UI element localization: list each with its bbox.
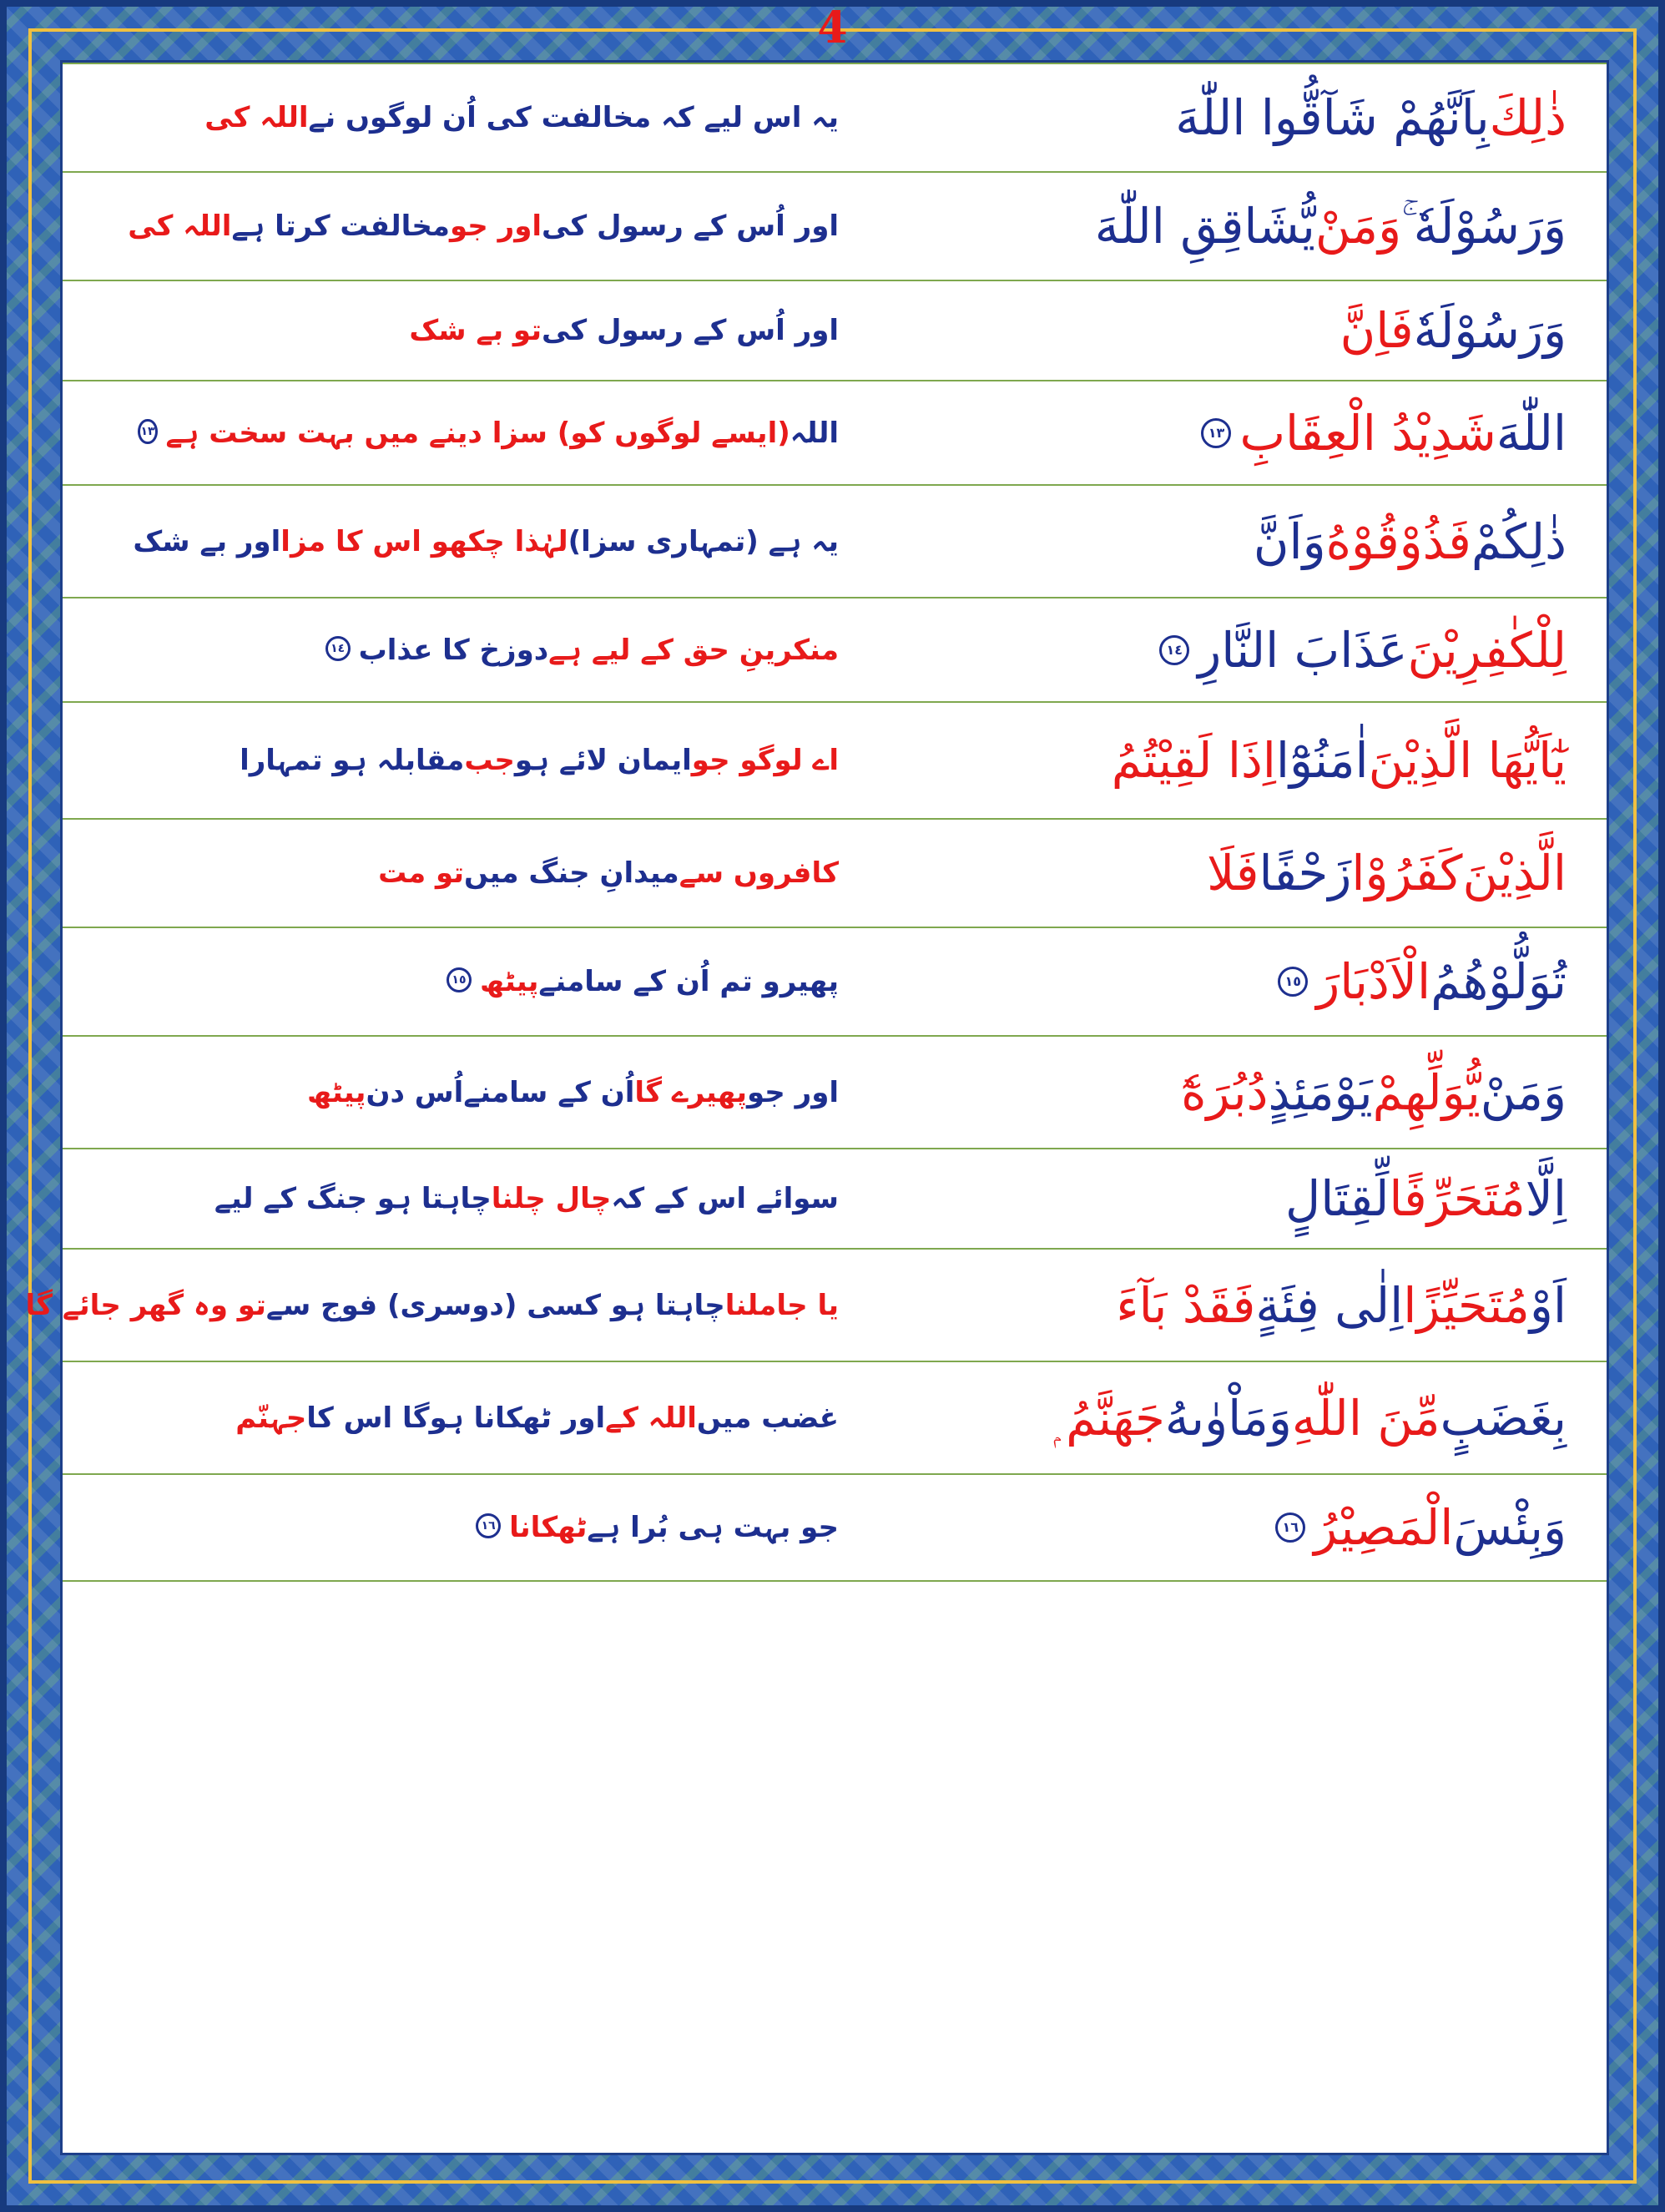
arabic-segment: اِذَا لَقِيْتُمُ <box>1111 732 1276 789</box>
urdu-segment: اور جو <box>746 1075 839 1109</box>
urdu-segment: پھیرے گا <box>634 1075 747 1109</box>
urdu-translation-text <box>188 1037 839 1148</box>
arabic-verse-text <box>1181 1037 1567 1148</box>
arabic-segment: الْمَصِيْرُ <box>1314 1499 1454 1556</box>
arabic-segment: وَاَنَّ <box>1253 513 1326 570</box>
urdu-translation-text <box>188 1475 839 1580</box>
ayah-number-marker: ١٤ <box>1159 635 1189 665</box>
urdu-segment: لہٰذا چکھو اس کا مزا <box>280 524 568 558</box>
urdu-segment: دوزخ کا عذاب <box>358 633 549 667</box>
arabic-segment: اَوْ <box>1529 1276 1567 1334</box>
urdu-segment: مقابلہ ہو تمہارا <box>240 744 465 777</box>
arabic-segment: اللّٰهَ <box>1496 404 1567 462</box>
urdu-segment: اور اُس کے رسول کی <box>542 210 839 243</box>
ayah-number-marker: ١٦ <box>1275 1513 1305 1543</box>
arabic-segment: مُتَحَيِّزًا <box>1403 1276 1530 1334</box>
urdu-segment: اے لوگو جو <box>691 744 839 777</box>
arabic-verse-text <box>1095 173 1567 280</box>
urdu-segment: یا جاملنا <box>724 1288 839 1322</box>
translation-row <box>63 1473 1607 1582</box>
urdu-translation-text <box>188 703 839 818</box>
ayah-number-marker: ١٣ <box>1201 418 1231 448</box>
urdu-translation-text <box>128 173 839 280</box>
arabic-segment: وَمَاْوٰىهُ <box>1164 1389 1292 1447</box>
arabic-segment: بِاَنَّهُمْ شَآقُّوا اللّٰهَ <box>1175 89 1490 146</box>
arabic-segment: وَمَنْ <box>1480 1063 1567 1121</box>
arabic-verse-text <box>1054 1362 1567 1473</box>
urdu-segment: پیٹھ <box>479 965 539 998</box>
translation-row <box>63 280 1607 380</box>
urdu-ayah-number-marker: ١٤ <box>325 636 351 661</box>
translation-row <box>63 484 1607 597</box>
arabic-segment: فَذُوْقُوْهُ <box>1325 513 1471 570</box>
arabic-segment: عَذَابَ النَّارِ <box>1198 621 1408 679</box>
urdu-segment: اور جو <box>449 210 542 243</box>
arabic-segment: وَرَسُوْلَهٗ ۚ <box>1401 198 1567 255</box>
arabic-segment: فَقَدْ بَآءَ <box>1116 1276 1256 1334</box>
arabic-segment: كَفَرُوْا <box>1351 845 1463 901</box>
urdu-segment: چاہتا ہو جنگ کے لیے <box>214 1182 492 1215</box>
arabic-segment: وَرَسُوْلَهٗ <box>1413 302 1567 359</box>
arabic-segment: الَّذِيْنَ <box>1462 845 1567 901</box>
urdu-segment: یہ اس لیے کہ مخالفت کی اُن لوگوں نے <box>308 101 839 134</box>
urdu-segment: کافروں سے <box>679 856 839 890</box>
urdu-translation-text <box>140 381 839 484</box>
urdu-segment: منکرینِ حق کے لیے ہے <box>548 633 839 667</box>
urdu-segment: اُس دن <box>366 1075 464 1109</box>
arabic-verse-text <box>1193 381 1567 484</box>
translation-row <box>63 380 1607 484</box>
urdu-segment: اللہ کے <box>605 1401 697 1435</box>
arabic-segment: اِلَّا <box>1525 1170 1567 1227</box>
arabic-segment: فَلَا <box>1207 845 1259 901</box>
translation-row <box>63 701 1607 818</box>
arabic-segment: دُبُرَهٗٓ <box>1181 1063 1269 1121</box>
translation-row <box>63 1035 1607 1148</box>
arabic-segment: مِّنَ اللّٰهِ <box>1291 1389 1440 1447</box>
translation-row <box>63 927 1607 1035</box>
arabic-segment: وَمَنْ <box>1314 198 1402 255</box>
urdu-segment: اللہ کی <box>204 101 309 134</box>
translation-row <box>63 171 1607 280</box>
arabic-verse-text <box>1116 1250 1567 1361</box>
arabic-segment: يُّشَاقِقِ اللّٰهَ <box>1094 198 1315 255</box>
urdu-segment: تو مت <box>378 856 465 890</box>
arabic-verse-text <box>1112 703 1567 818</box>
arabic-segment: مُتَحَرِّفًا <box>1389 1170 1526 1227</box>
arabic-segment: اٰمَنُوْٓا <box>1275 732 1369 789</box>
urdu-segment: جب <box>464 744 515 777</box>
translation-row <box>63 1361 1607 1473</box>
arabic-segment: ذٰلِكُمْ <box>1471 513 1567 570</box>
arabic-segment: شَدِيْدُ الْعِقَابِ <box>1239 404 1496 462</box>
urdu-segment: ٹھکانا <box>509 1511 588 1544</box>
translation-row <box>63 1148 1607 1248</box>
arabic-verse-text <box>1175 64 1567 171</box>
urdu-segment: اور اُس کے رسول کی <box>542 314 839 347</box>
urdu-translation-text <box>188 1149 839 1248</box>
urdu-translation-text <box>188 928 839 1035</box>
arabic-segment: وَبِئْسَ <box>1453 1499 1567 1556</box>
arabic-segment: بِغَضَبٍ <box>1440 1389 1567 1447</box>
translation-row <box>63 818 1607 927</box>
arabic-segment: الْاَدْبَارَ <box>1316 953 1431 1010</box>
ayah-number-marker: ١٥ <box>1278 967 1308 997</box>
urdu-segment: چال چلنا <box>491 1182 612 1215</box>
translation-row <box>63 597 1607 701</box>
arabic-segment: يَوْمَئِذٍ <box>1268 1063 1373 1121</box>
urdu-translation-text <box>25 1250 839 1361</box>
arabic-segment: جَهَنَّمُ ۭ <box>1053 1389 1165 1447</box>
arabic-verse-text <box>1267 1475 1567 1580</box>
urdu-segment: (ایسے لوگوں کو) سزا دینے میں بہت سخت ہے <box>165 416 790 450</box>
arabic-segment: لِّقِتَالٍ <box>1285 1170 1390 1227</box>
urdu-segment: میدانِ جنگ میں <box>464 856 679 890</box>
arabic-segment: زَحْفًا <box>1259 845 1352 901</box>
urdu-translation-text <box>188 64 839 171</box>
urdu-segment: اللہ کی <box>128 210 232 243</box>
arabic-verse-text <box>1151 598 1567 701</box>
arabic-verse-text <box>1340 281 1567 380</box>
arabic-verse-text <box>1269 928 1567 1035</box>
urdu-segment: چاہتا ہو کسی (دوسری) فوج سے <box>265 1288 725 1322</box>
urdu-segment: پھیرو تم اُن کے سامنے <box>538 965 839 998</box>
urdu-segment: ایمان لائے ہو <box>514 744 692 777</box>
arabic-segment: يٰٓاَيُّهَا الَّذِيْنَ <box>1368 732 1567 789</box>
translation-row <box>25 1248 1607 1361</box>
urdu-segment: اور ٹھکانا ہوگا اس کا <box>306 1401 606 1435</box>
arabic-segment: فَاِنَّ <box>1340 302 1414 359</box>
urdu-segment: اللہ <box>790 416 839 450</box>
urdu-translation-text <box>188 1362 839 1473</box>
urdu-segment: پیٹھ <box>306 1075 366 1109</box>
page-content <box>25 60 1609 2155</box>
arabic-segment: اِلٰى فِئَةٍ <box>1255 1276 1404 1334</box>
urdu-segment: جہنّم <box>235 1401 307 1435</box>
urdu-segment: تو وہ گھر جائے گا <box>25 1288 266 1322</box>
arabic-segment: ذٰلِكَ <box>1489 89 1567 146</box>
urdu-segment: یہ ہے (تمہاری سزا) <box>568 524 839 558</box>
translation-row <box>63 63 1607 171</box>
urdu-ayah-number-marker: ١٦ <box>476 1513 501 1538</box>
arabic-verse-text <box>1254 486 1567 597</box>
arabic-verse-text <box>1285 1149 1567 1248</box>
urdu-segment: اُن کے سامنے <box>463 1075 635 1109</box>
arabic-segment: تُوَلُّوْهُمُ <box>1430 953 1567 1010</box>
arabic-verse-text <box>1207 820 1567 927</box>
urdu-translation-text <box>188 598 839 701</box>
urdu-translation-text <box>188 281 839 380</box>
arabic-segment: يُّوَلِّهِمْ <box>1372 1063 1481 1121</box>
urdu-translation-text <box>188 820 839 927</box>
urdu-translation-text <box>133 486 839 597</box>
arabic-segment: لِلْكٰفِرِيْنَ <box>1407 621 1567 679</box>
page-number: 4 <box>817 3 848 53</box>
urdu-ayah-number-marker: ١٣ <box>138 419 157 444</box>
urdu-segment: سوائے اس کے کہ <box>611 1182 839 1215</box>
urdu-ayah-number-marker: ١٥ <box>447 967 472 992</box>
urdu-segment: جو بہت ہی بُرا ہے <box>587 1511 839 1544</box>
urdu-segment: غضب میں <box>696 1401 839 1435</box>
urdu-segment: اور بے شک <box>133 524 281 558</box>
urdu-segment: تو بے شک <box>409 314 542 347</box>
urdu-segment: مخالفت کرتا ہے <box>231 210 450 243</box>
